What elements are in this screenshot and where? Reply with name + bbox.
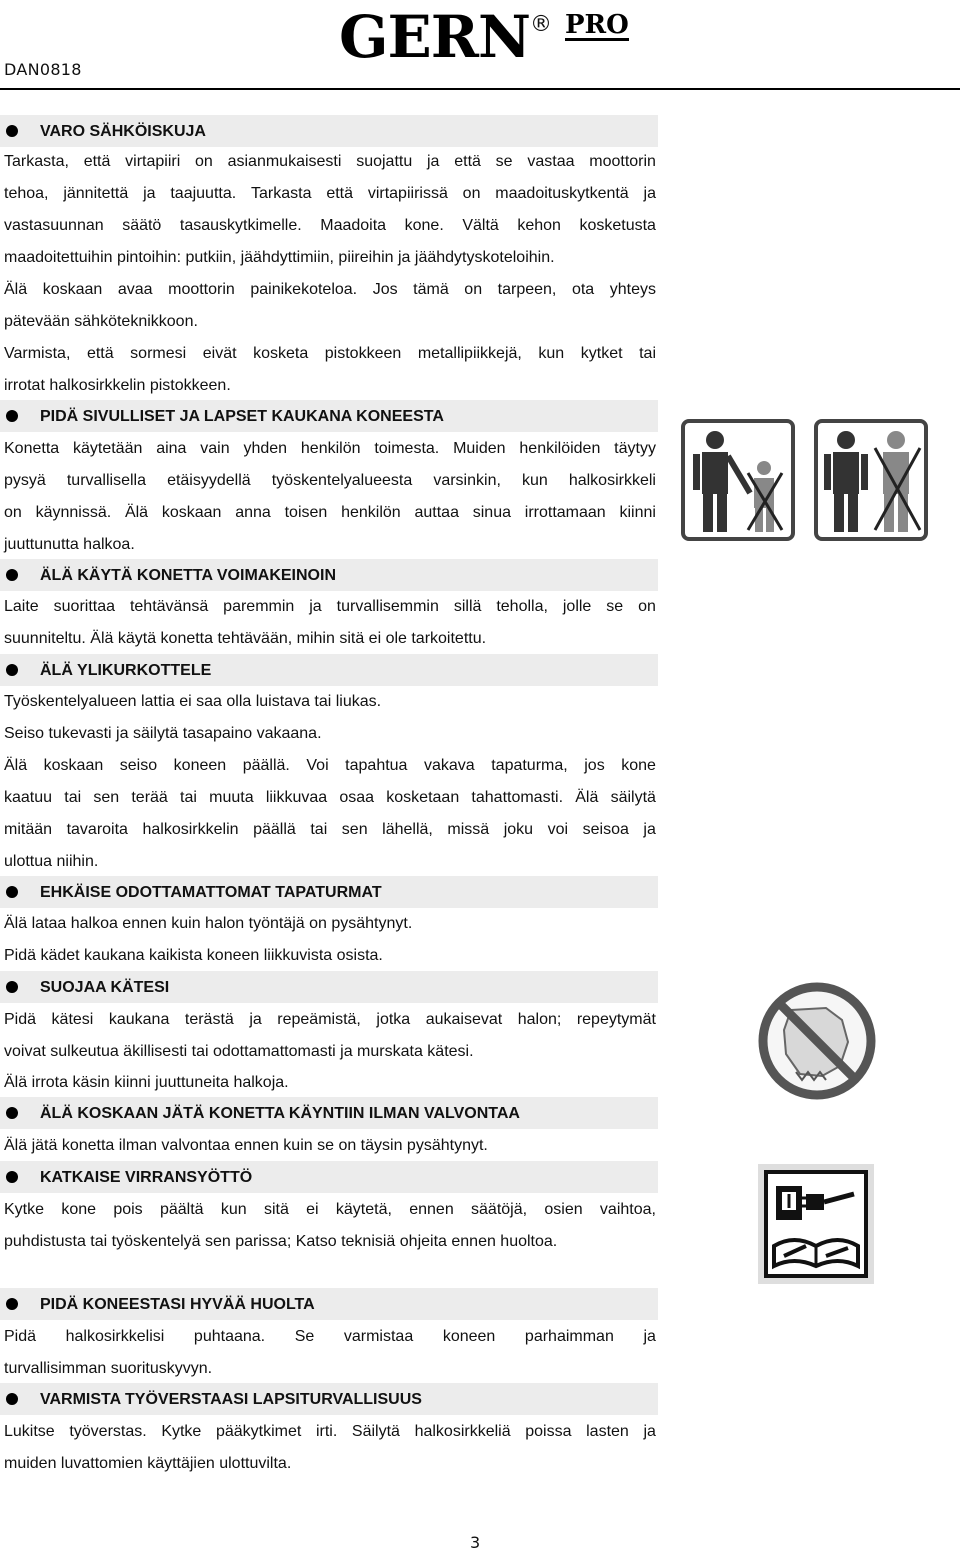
document-code: DAN0818 — [4, 60, 82, 79]
paragraph-line: pätevään sähköteknikkoon. — [4, 313, 198, 330]
section-heading — [0, 654, 658, 686]
paragraph-line: Laite suorittaa tehtävänsä paremmin ja turvallisemmin sillä teholla, jolle se on — [4, 598, 656, 615]
paragraph-line: irrotat halkosirkkelin pistokkeen. — [4, 377, 231, 394]
section-title: ÄLÄ YLIKURKOTTELE — [40, 662, 212, 679]
paragraph-line: Pidä kädet kaukana kaikista koneen liikkuvista osista. — [4, 947, 383, 964]
logo-suffix: PRO — [565, 10, 629, 40]
section-heading — [0, 971, 658, 1003]
section-title: VARO SÄHKÖISKUJA — [40, 123, 206, 140]
page-number: 3 — [470, 1533, 481, 1552]
logo-registered-mark: ® — [530, 12, 552, 37]
section-title: PIDÄ SIVULLISET JA LAPSET KAUKANA KONEESTA — [40, 408, 444, 425]
paragraph-line: mitään tavaroita halkosirkkelin päällä tai sen lähellä, missä joku voi seisoa ja — [4, 821, 656, 838]
section-heading — [0, 559, 658, 591]
section-title: PIDÄ KONEESTASI HYVÄÄ HUOLTA — [40, 1296, 315, 1313]
paragraph-line: turvallisimman suorituskyvyn. — [4, 1360, 213, 1377]
paragraph-line: puhdistusta tai työskentelyä sen parissa; Katso teknisiä ohjeita ennen huoltoa. — [4, 1233, 558, 1250]
paragraph-line: Konetta käytetään aina vain yhden henkilön toimesta. Muiden henkilöiden täytyy — [4, 440, 656, 457]
section-title: VARMISTA TYÖVERSTAASI LAPSITURVALLISUUS — [40, 1391, 422, 1408]
bullet-icon — [6, 410, 18, 422]
section-heading — [0, 400, 658, 432]
bullet-icon — [6, 125, 18, 137]
paragraph-line: Pidä halkosirkkelisi puhtaana. Se varmistaa koneen parhaimman ja — [4, 1328, 656, 1345]
paragraph-line: maadoitettuihin pintoihin: putkiin, jäähdyttimiin, piireihin ja jäähdytyskoteloihin. — [4, 249, 555, 266]
paragraph-line: Älä lataa halkoa ennen kuin halon työntäjä on pysähtynyt. — [4, 915, 413, 932]
section-heading — [0, 1161, 658, 1193]
paragraph-line: Älä koskaan avaa moottorin painikekoteloa. Jos tämä on tarpeen, ota yhteys — [4, 281, 656, 298]
paragraph-line: Älä jätä konetta ilman valvontaa ennen kuin se on täysin pysähtynyt. — [4, 1137, 488, 1154]
paragraph-line: kaatuu tai sen terää tai muuta liikkuvaa osaa kosketaan tahattomasti. Älä säilytä — [4, 789, 656, 806]
keep-hands-away-icon — [756, 980, 878, 1102]
section-heading — [0, 1097, 658, 1129]
section-heading — [0, 1288, 658, 1320]
header-divider — [0, 88, 960, 90]
section-title: EHKÄISE ODOTTAMATTOMAT TAPATURMAT — [40, 884, 382, 901]
paragraph-line: Työskentelyalueen lattia ei saa olla luistava tai liukas. — [4, 693, 382, 710]
section-title: ÄLÄ KÄYTÄ KONETTA VOIMAKEINOIN — [40, 567, 336, 584]
bullet-icon — [6, 664, 18, 676]
paragraph-line: juuttunutta halkoa. — [4, 536, 135, 553]
bullet-icon — [6, 1298, 18, 1310]
paragraph-line: ulottua niihin. — [4, 853, 99, 870]
paragraph-line: pysyä turvallisella etäisyydellä työskentelyalueesta varsinkin, kun halkosirkkeli — [4, 472, 656, 489]
section-title: SUOJAA KÄTESI — [40, 979, 170, 996]
paragraph-line: Varmista, että sormesi eivät kosketa pistokkeen metallipiikkejä, kun kytket tai — [4, 345, 656, 362]
bullet-icon — [6, 981, 18, 993]
keep-bystanders-away-icon — [680, 418, 930, 542]
paragraph-line: muiden luvattomien käyttäjien ulottuvilta. — [4, 1455, 292, 1472]
logo-text: GERN — [339, 3, 530, 71]
paragraph-line: vastasuunnan säätö tasauskytkimelle. Maadoita kone. Vältä kehon kosketusta — [4, 217, 656, 234]
section-heading — [0, 876, 658, 908]
paragraph-line: Kytke kone pois päältä kun sitä ei käytetä, ennen säätöjä, osien vaihtoa, — [4, 1201, 656, 1218]
bullet-icon — [6, 569, 18, 581]
paragraph-line: tehoa, jännitettä ja taajuutta. Tarkasta että virtapiirissä on maadoituskytkentä ja — [4, 185, 656, 202]
paragraph-line: Tarkasta, että virtapiiri on asianmukaisesti suojattu ja että se vastaa moottorin — [4, 153, 656, 170]
paragraph-line: on käynnissä. Älä koskaan anna toisen henkilön auttaa sinua irrottamaan kiinni — [4, 504, 656, 521]
bullet-icon — [6, 886, 18, 898]
paragraph-line: Lukitse työverstas. Kytke pääkytkimet irti. Säilytä halkosirkkeliä poissa lasten ja — [4, 1423, 656, 1440]
unplug-read-manual-icon — [758, 1164, 874, 1284]
section-title: KATKAISE VIRRANSYÖTTÖ — [40, 1169, 253, 1186]
paragraph-line: Älä irrota käsin kiinni juuttuneita halkoja. — [4, 1074, 289, 1091]
bullet-icon — [6, 1107, 18, 1119]
section-heading — [0, 115, 658, 147]
paragraph-line: suunniteltu. Älä käytä konetta tehtävään, mihin sitä ei ole tarkoitettu. — [4, 630, 487, 647]
paragraph-line: Seiso tukevasti ja säilytä tasapaino vakaana. — [4, 725, 322, 742]
paragraph-line: Älä koskaan seiso koneen päällä. Voi tapahtua vakava tapaturma, jos kone — [4, 757, 656, 774]
section-title: ÄLÄ KOSKAAN JÄTÄ KONETTA KÄYNTIIN ILMAN VALVONTAA — [40, 1105, 520, 1122]
paragraph-line: voivat sulkeutua äkillisesti tai odottamattomasti ja murskata kätesi. — [4, 1043, 474, 1060]
paragraph-line: Pidä kätesi kaukana terästä ja repeämistä, jotka aukaisevat halon; repeytymät — [4, 1011, 656, 1028]
bullet-icon — [6, 1393, 18, 1405]
brand-logo — [325, 2, 645, 74]
section-heading — [0, 1383, 658, 1415]
bullet-icon — [6, 1171, 18, 1183]
